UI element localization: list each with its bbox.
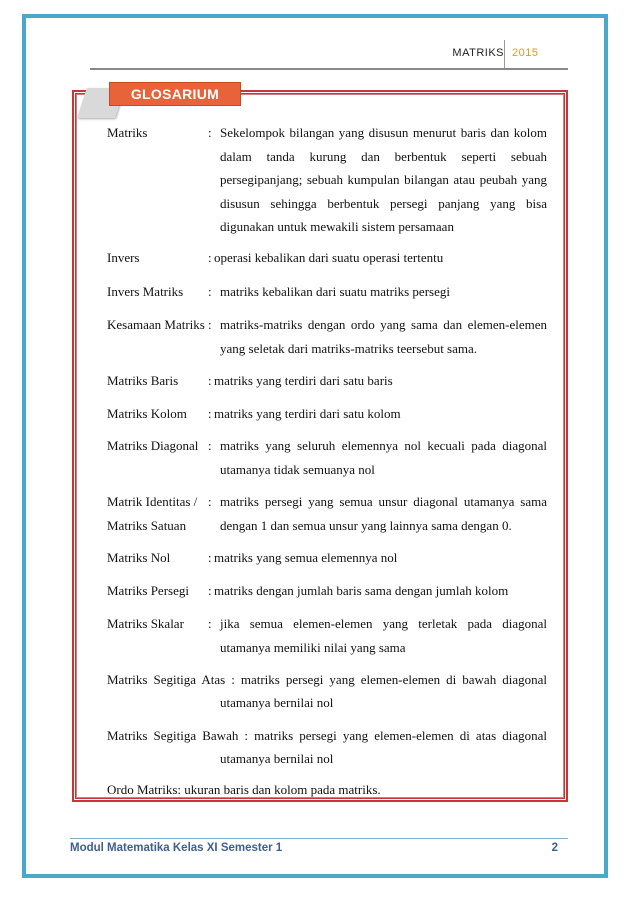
glossary-term: Invers [107,250,140,265]
header-year: 2015 [512,47,539,59]
glossary-definition: operasi kebalikan dari suatu operasi tertentu [214,250,444,265]
glossary-definition: matriks yang semua elemennya nol [214,550,398,565]
glossary-definition: matriks yang terdiri dari satu baris [214,373,393,388]
glossary-term: Matriks Skalar [107,616,184,631]
glossary-colon: : [208,317,212,332]
glossary-definition: matriks kebalikan dari suatu matriks persegi [220,284,450,299]
page-number: 2 [551,842,558,854]
glossary-colon: : [208,583,212,598]
glossary-colon: : [208,438,212,453]
glossary-term-line2: Matriks Satuan [107,517,187,533]
footer-rule [70,838,568,839]
glossary-entry-ordo-matriks: Ordo Matriks: ukuran baris dan kolom pada matriks. [107,782,381,797]
glossary-definition: Sekelompok bilangan yang disusun menurut baris dan kolom dalam tanda kurung dan berbentuk seperti sebuah persegipanjang; sebuah kumpulan bilangan atau peubah yang disusun sehingga berbentuk persegi panjang yang bisa digunakan untuk mewakili sistem persamaan [220,125,547,234]
glossary-definition: matriks yang terdiri dari satu kolom [214,406,401,421]
glossary-term: Matriks Persegi [107,583,189,598]
glossary-term: Matriks [107,125,148,140]
glossary-colon: : [208,373,212,388]
header-rule [90,68,568,70]
glossary-colon: : [208,550,212,565]
glossary-definition: matriks yang seluruh elemennya nol kecuali pada diagonal utamanya tidak semuanya nol [220,438,547,477]
glossary-term: Matrik Identitas / [107,494,198,509]
glossary-definition: matriks persegi yang semua unsur diagonal utamanya sama dengan 1 dan semua unsur yang lainnya sama dengan 0. [220,494,547,533]
glossary-definition-segitiga-bawah: utamanya bernilai nol [220,751,334,766]
glossary-term: Matriks Nol [107,550,171,565]
glossary-colon: : [208,125,212,140]
glossary-colon: : [208,250,212,265]
glossary-term: Matriks Kolom [107,406,187,421]
glossary-term: Matriks Baris [107,373,179,388]
glossary-entry-segitiga-atas: Matriks Segitiga Atas : matriks persegi yang elemen-elemen di bawah diagonal [107,672,547,687]
glossary-colon: : [208,616,212,631]
header-title: MATRIKS [452,47,504,59]
glossary-term: Kesamaan Matriks [107,317,205,332]
glossary-definition: matriks-matriks dengan ordo yang sama dan elemen-elemen yang seletak dari matriks-matriks teersebut sama. [220,317,547,356]
glossary-colon: : [208,494,212,509]
glossary-definition-segitiga-atas: utamanya bernilai nol [220,695,334,710]
header-divider [504,40,505,70]
glossary-colon: : [208,406,212,421]
glossary-term: Matriks Diagonal [107,438,199,453]
glossary-entry-segitiga-bawah: Matriks Segitiga Bawah : matriks persegi yang elemen-elemen di atas diagonal [107,728,547,743]
glossary-colon: : [208,284,212,299]
glossary-definition: matriks dengan jumlah baris sama dengan jumlah kolom [214,583,509,598]
glossary-tab: GLOSARIUM [109,82,241,106]
footer-title: Modul Matematika Kelas XI Semester 1 [70,842,283,854]
glossary-definition: jika semua elemen-elemen yang terletak pada diagonal utamanya memiliki nilai yang sama [220,616,547,655]
glossary-term: Invers Matriks [107,284,184,299]
